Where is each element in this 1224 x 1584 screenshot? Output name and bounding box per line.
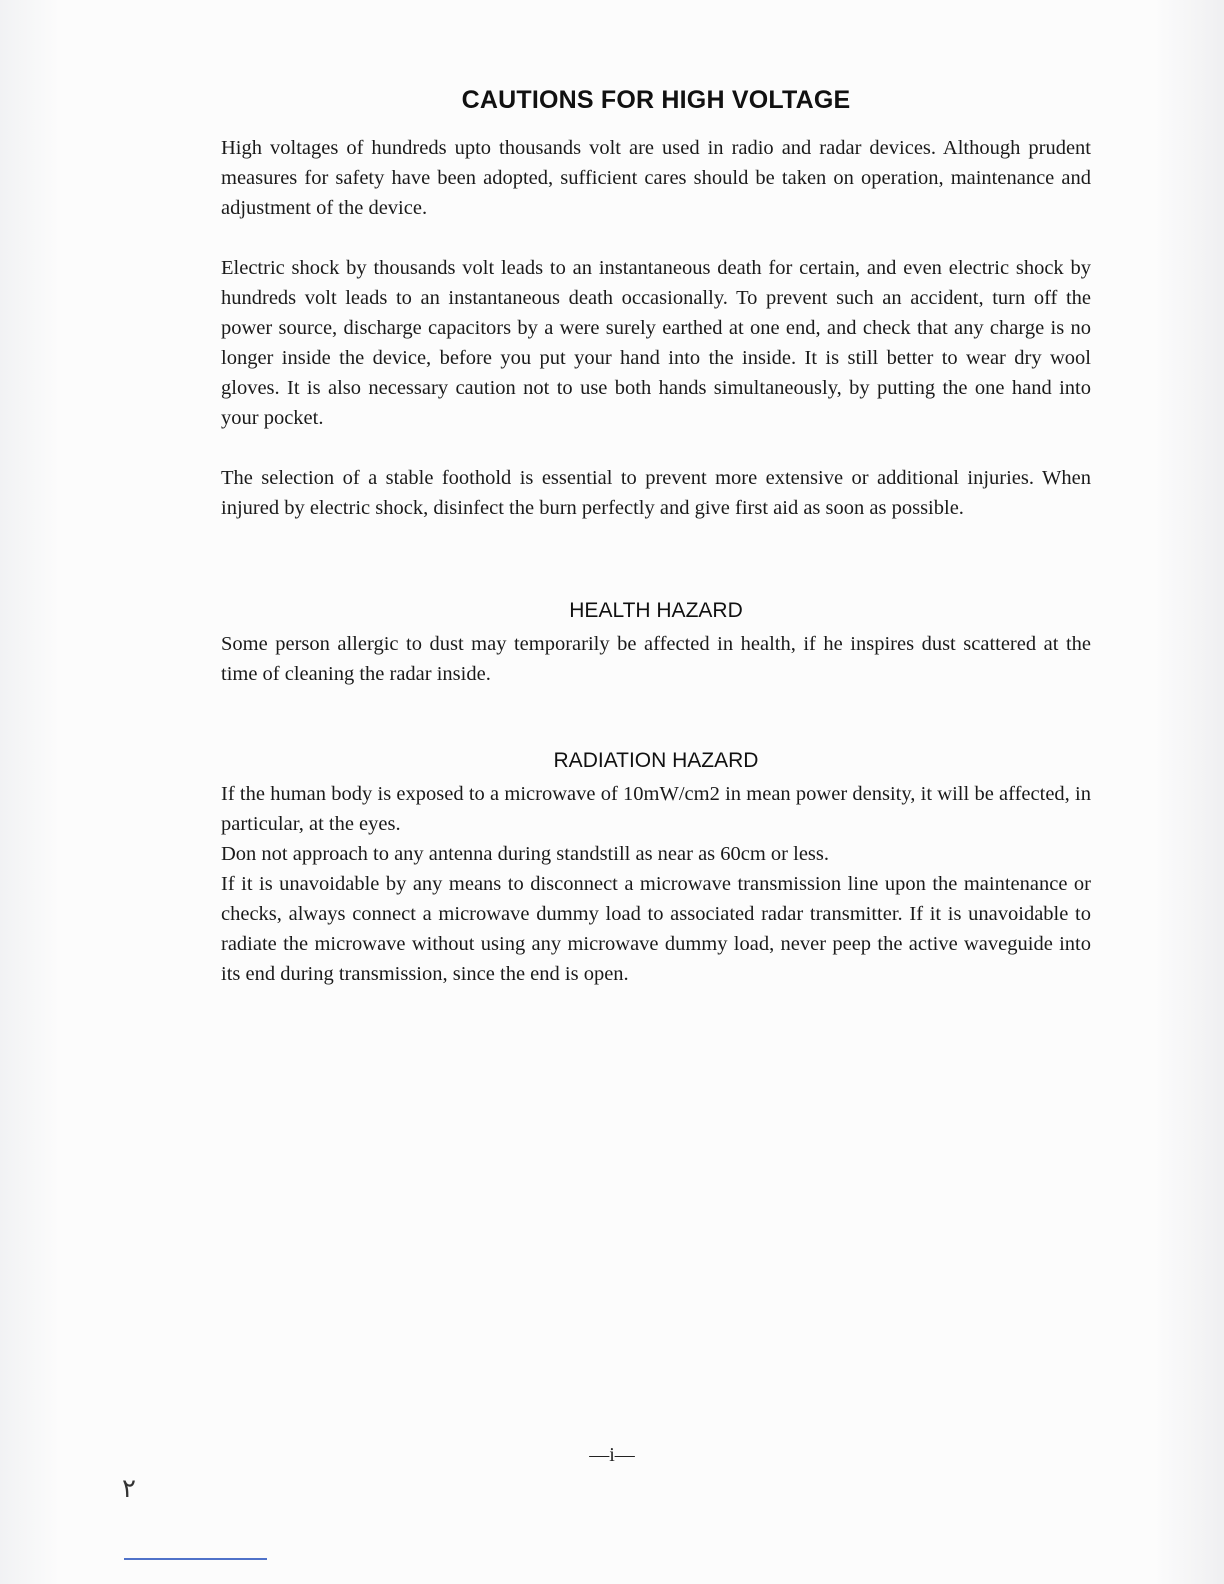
page-shadow-right <box>1154 0 1224 1584</box>
handwritten-margin-mark: ۲ <box>122 1474 136 1504</box>
radiation-hazard-paragraph-2: Don not approach to any antenna during standstill as near as 60cm or less. <box>221 843 830 865</box>
page-number: —i— <box>589 1444 635 1466</box>
high-voltage-paragraph-2: Electric shock by thousands volt leads to an instantaneous death for certain, and even electric shock by hundreds volt leads to an instantaneous death occasionally. To prevent such an accident, turn off the power source, discharge capacitors by a were surely earthed at one end, and check that any charge is no longer inside the device, before you put your hand into the inside. It is still better to wear dry wool gloves. It is also necessary caution not to use both hands simultaneously, by putting the one hand into your pocket. <box>221 257 1091 429</box>
high-voltage-paragraph-1: High voltages of hundreds upto thousands volt are used in radio and radar devices. Although prudent measures for safety have been adopted, sufficient cares should be taken on operation, maintenance and adjustment of the device. <box>221 137 1091 219</box>
high-voltage-paragraph-3: The selection of a stable foothold is essential to prevent more extensive or additional injuries. When injured by electric shock, disinfect the burn perfectly and give first aid as soon as possible. <box>221 467 1091 519</box>
radiation-hazard-section <box>221 749 1091 989</box>
document-body <box>221 86 1091 989</box>
radiation-hazard-heading: RADIATION HAZARD <box>553 749 759 772</box>
bottom-rule-divider <box>124 1558 267 1560</box>
page-shadow-left <box>0 0 60 1584</box>
radiation-hazard-paragraph-3: If it is unavoidable by any means to disconnect a microwave transmission line upon the maintenance or checks, always connect a microwave dummy load to associated radar transmitter. If it is unavoidable to radiate the microwave without using any microwave dummy load, never peep the active waveguide into its end during transmission, since the end is open. <box>221 873 1091 985</box>
high-voltage-section <box>221 133 1091 523</box>
health-hazard-section <box>221 599 1091 689</box>
health-hazard-paragraph: Some person allergic to dust may temporarily be affected in health, if he inspires dust scattered at the time of cleaning the radar inside. <box>221 633 1091 685</box>
radiation-hazard-paragraph-1: If the human body is exposed to a microwave of 10mW/cm2 in mean power density, it will be affected, in particular, at the eyes. <box>221 783 1091 835</box>
health-hazard-heading: HEALTH HAZARD <box>569 599 743 622</box>
page-title: CAUTIONS FOR HIGH VOLTAGE <box>461 86 851 114</box>
